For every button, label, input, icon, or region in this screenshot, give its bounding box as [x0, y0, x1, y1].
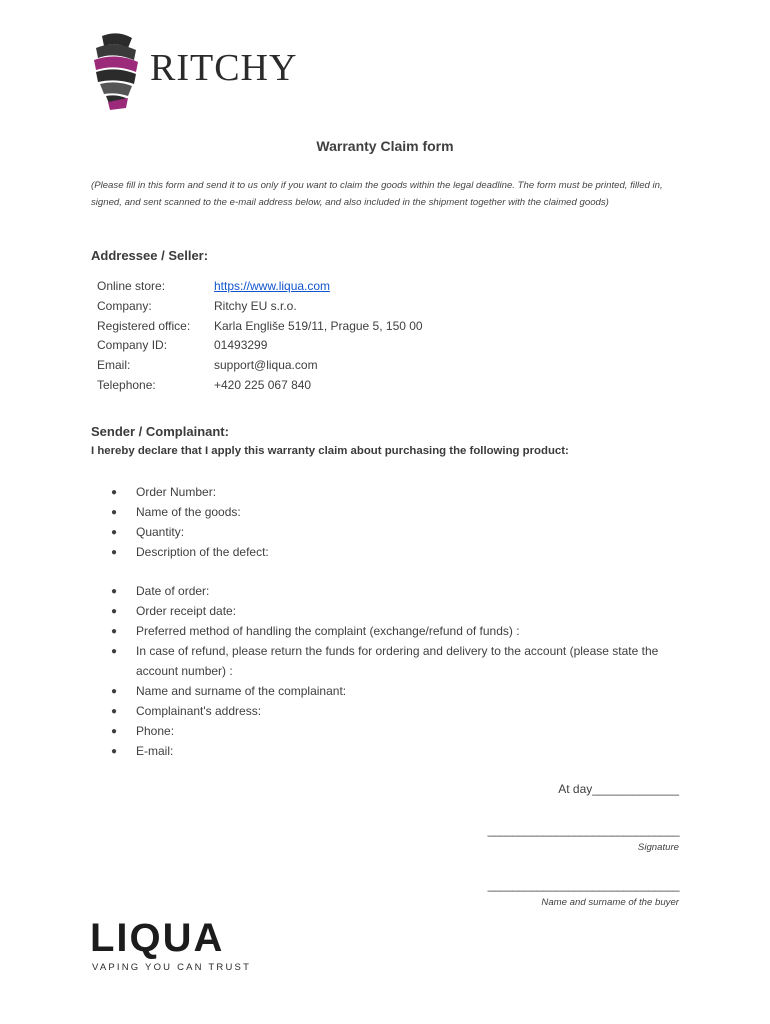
list-item-label: E-mail:	[136, 744, 174, 758]
list-item-label: Order receipt date:	[136, 604, 237, 618]
list-item-label: Name of the goods:	[136, 505, 241, 519]
liqua-logo	[90, 916, 270, 980]
bullet-icon: ●	[111, 626, 118, 637]
liqua-wordmark: LIQUA	[90, 916, 225, 960]
bullet-icon: ●	[111, 487, 118, 498]
intro-text: (Please fill in this form and send it to us only if you want to claim the goods within the legal deadline. The form must be printed, filled in, signed, and sent scanned to the e-mail address below, and also included in the shipment together with the claimed goods)	[91, 180, 663, 208]
page-title: Warranty Claim form	[316, 138, 454, 154]
bullet-icon: ●	[111, 746, 118, 757]
bullet-icon: ●	[111, 706, 118, 717]
list-item-label: Name and surname of the complainant:	[136, 684, 347, 698]
online-store-link[interactable]: https://www.liqua.com	[214, 279, 331, 293]
seller-value: 01493299	[214, 338, 268, 352]
seller-value: Ritchy EU s.r.o.	[214, 299, 297, 313]
seller-label: Email:	[97, 358, 131, 372]
bullet-icon: ●	[111, 586, 118, 597]
bullet-icon: ●	[111, 726, 118, 737]
list-item-label: Preferred method of handling the complaint (exchange/refund of funds) :	[136, 624, 520, 638]
bullet-icon: ●	[111, 507, 118, 518]
list-item-label: Quantity:	[136, 525, 185, 539]
list-item-label: Description of the defect:	[136, 545, 269, 559]
sender-heading: Sender / Complainant:	[91, 424, 229, 439]
seller-label: Telephone:	[97, 378, 156, 392]
buyer-name-caption: Name and surname of the buyer	[541, 897, 679, 908]
seller-value: +420 225 067 840	[214, 378, 312, 392]
buyer-name-line: _______________________________	[487, 878, 679, 892]
seller-value: Karla Engliše 519/11, Prague 5, 150 00	[214, 319, 423, 333]
date-line: At day_____________	[558, 782, 679, 796]
list-item-label: Complainant's address:	[136, 704, 262, 718]
bullet-icon: ●	[111, 527, 118, 538]
ritchy-wordmark: RITCHY	[150, 47, 298, 89]
seller-label: Company:	[97, 299, 152, 313]
seller-label: Company ID:	[97, 338, 168, 352]
bullet-icon: ●	[111, 547, 118, 558]
seller-value: support@liqua.com	[214, 358, 318, 372]
bullet-icon: ●	[111, 686, 118, 697]
list-item-label: Phone:	[136, 724, 175, 738]
ritchy-logo	[88, 30, 323, 112]
seller-heading: Addressee / Seller:	[91, 248, 209, 263]
seller-label: Registered office:	[97, 319, 191, 333]
list-item-label: Date of order:	[136, 584, 210, 598]
bullet-icon: ●	[111, 606, 118, 617]
list-item-label: In case of refund, please return the funds for ordering and delivery to the account (please state the account number) :	[136, 644, 659, 678]
list-item-label: Order Number:	[136, 485, 217, 499]
signature-caption: Signature	[637, 842, 679, 853]
liqua-tagline: VAPING YOU CAN TRUST	[92, 962, 252, 973]
declaration-text: I hereby declare that I apply this warranty claim about purchasing the following product:	[91, 445, 569, 457]
signature-line: _______________________________	[487, 823, 679, 837]
ritchy-emblem-icon	[88, 30, 148, 112]
seller-label: Online store:	[97, 279, 166, 293]
bullet-icon: ●	[111, 646, 118, 657]
